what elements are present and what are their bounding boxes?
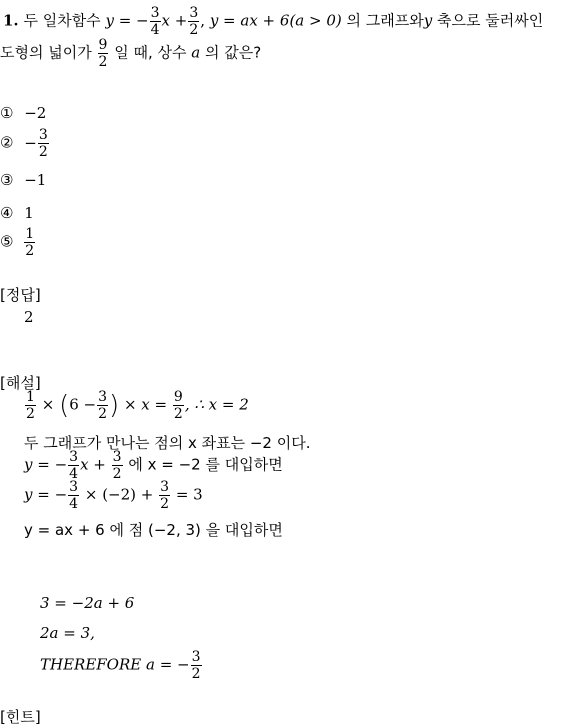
problem-text-2b: 일 때, 상수: [114, 43, 187, 62]
sol3-fraction-2: $\frac{3}{2}$: [112, 449, 122, 482]
sol1-fraction-1: $\frac{1}{2}$: [26, 389, 35, 422]
solution-line-6: 3 = −2a + 6: [40, 594, 135, 612]
solution-line-3: y = − $\frac{3}{4}$ x + $\frac{3}{2}$ 에 x = −2 를 대입하면: [24, 449, 283, 482]
solution-line-1: $\frac{1}{2}$ × (6 − $\frac{3}{2}$ ) × x = $\frac{9}{2}$ , ∴ x = 2: [26, 389, 249, 422]
choice-5-fraction: $\frac{1}{2}$: [25, 226, 35, 259]
fraction-3-4: $\frac{3}{4}$: [150, 5, 160, 38]
choice-2[interactable]: [0, 128, 50, 159]
sol8-fraction: $\frac{3}{2}$: [191, 649, 201, 682]
solution-line-7: 2a = 3,: [40, 624, 95, 642]
choice-2-sign: −: [24, 133, 37, 152]
problem-text-1c: 축으로 둘러싸인: [437, 11, 544, 30]
choice-2-mark: ②: [0, 133, 14, 152]
solution-label: [해설]: [0, 374, 41, 392]
choice-4-mark: ④: [0, 204, 14, 222]
y-variable: y: [423, 11, 433, 30]
solution-line-2: 두 그래프가 만나는 점의 x 좌표는 −2 이다.: [24, 434, 311, 452]
choice-4[interactable]: [0, 204, 34, 222]
sol3-fraction-1: $\frac{3}{4}$: [69, 449, 79, 482]
answer-value: 2: [24, 308, 34, 326]
solution-line-8: THEREFORE a = − $\frac{3}{2}$: [40, 649, 201, 682]
choice-1-mark: ①: [0, 104, 14, 122]
answer-label: [정답]: [0, 286, 41, 304]
choice-1-value: −2: [24, 104, 47, 122]
problem-text-2a: 도형의 넓이가: [0, 43, 92, 62]
equation-2: y = ax + 6(a > 0): [209, 11, 342, 30]
equation-1-mid: x +: [161, 11, 188, 30]
sol4-fraction-2: $\frac{3}{2}$: [160, 479, 170, 512]
problem-text-1b: 의 그래프와: [346, 11, 424, 30]
problem-number: 1.: [3, 11, 19, 30]
problem-text-2c: 의 값은?: [204, 43, 262, 62]
choice-1[interactable]: [0, 104, 46, 122]
equation-1: y = −: [105, 11, 149, 30]
solution-line-5: y = ax + 6 에 점 (−2, 3) 을 대입하면: [24, 521, 283, 539]
problem-line-1: 1. 두 일차함수 y = − $\frac{3}{4}$ x + $\frac{3}{2}$ , y = ax + 6(a > 0) 의 그래프와y 축으로 둘러싸인: [3, 5, 544, 38]
a-variable: a: [191, 43, 201, 62]
choice-3[interactable]: [0, 171, 46, 189]
choice-5[interactable]: [0, 227, 36, 258]
choice-2-fraction: $\frac{3}{2}$: [38, 127, 48, 160]
choice-3-value: −1: [24, 171, 47, 189]
solution-line-4: y = − $\frac{3}{4}$ × (−2) + $\frac{3}{2}$ = 3: [24, 479, 203, 512]
choice-4-value: 1: [24, 204, 34, 222]
sol1-fraction-3: $\frac{9}{2}$: [173, 389, 183, 422]
problem-text-1a: 두 일차함수: [23, 11, 101, 30]
area-fraction: $\frac{9}{2}$: [98, 37, 108, 70]
problem-line-2: [0, 38, 261, 69]
fraction-3-2: $\frac{3}{2}$: [189, 5, 199, 38]
choice-3-mark: ③: [0, 171, 14, 189]
sol4-fraction-1: $\frac{3}{4}$: [69, 479, 79, 512]
sol1-fraction-2: $\frac{3}{2}$: [98, 389, 108, 422]
hint-label: [힌트]: [0, 708, 41, 726]
choice-5-mark: ⑤: [0, 232, 14, 251]
